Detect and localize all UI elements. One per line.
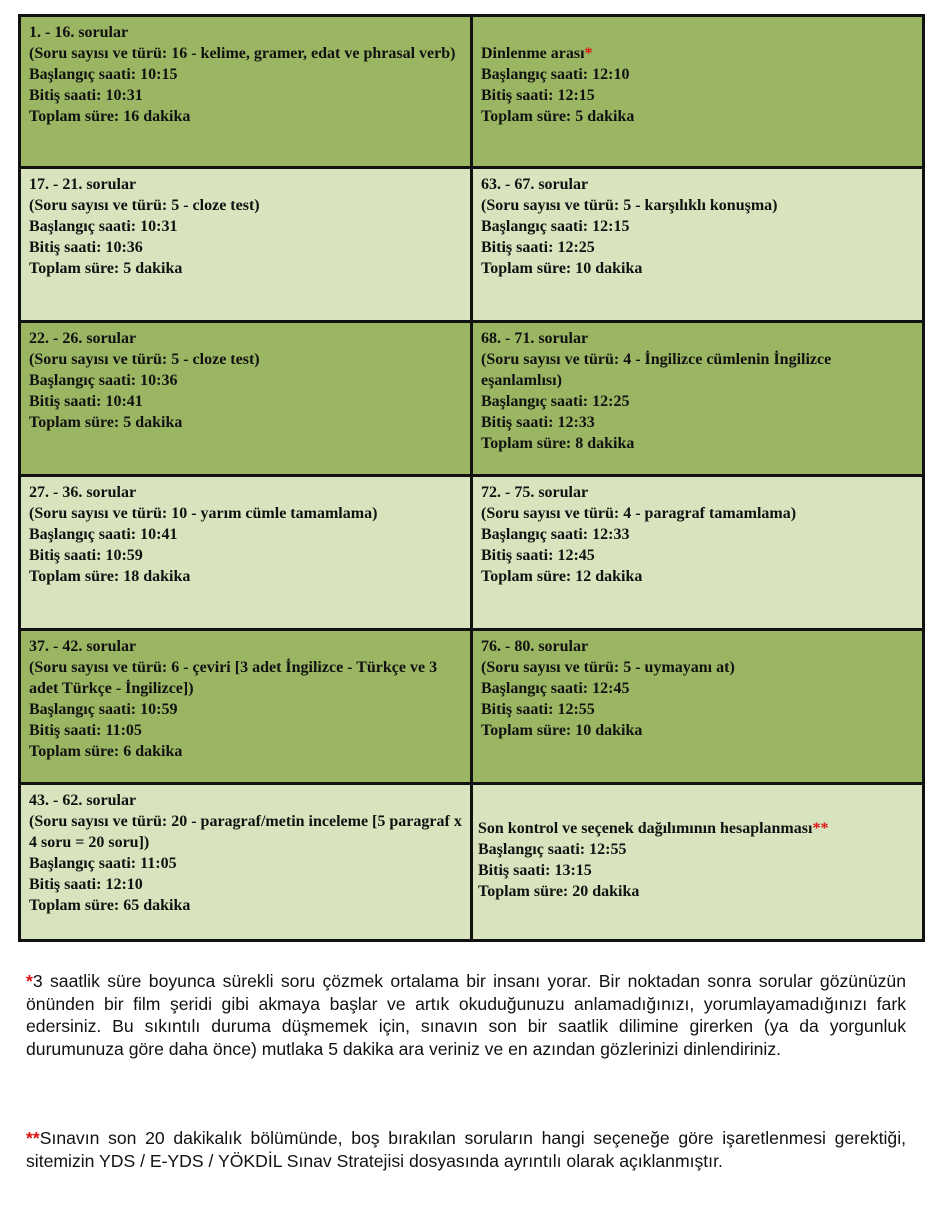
cell-heading: 22. - 26. sorular (29, 330, 137, 347)
cell-type: (Soru sayısı ve türü: 4 - paragraf tamamlama) (481, 505, 797, 522)
cell-type: (Soru sayısı ve türü: 6 - çeviri [3 adet İngilizce - Türkçe ve 3 adet Türkçe - İngilizce]) (29, 659, 438, 697)
schedule-cell (18, 628, 473, 785)
cell-end: Bitiş saati: 12:10 (29, 876, 143, 893)
cell-start: Başlangıç saati: 10:59 (29, 701, 178, 718)
cell-heading: 1. - 16. sorular (29, 24, 129, 41)
cell-duration: Toplam süre: 5 dakika (29, 260, 183, 277)
cell-duration: Toplam süre: 16 dakika (29, 108, 191, 125)
footnote-1 (26, 970, 906, 1060)
cell-end: Bitiş saati: 12:55 (481, 701, 595, 718)
cell-duration: Toplam süre: 6 dakika (29, 743, 183, 760)
cell-heading: 17. - 21. sorular (29, 176, 137, 193)
cell-heading: 27. - 36. sorular (29, 484, 137, 501)
cell-duration: Toplam süre: 10 dakika (481, 722, 643, 739)
cell-start: Başlangıç saati: 10:41 (29, 526, 178, 543)
cell-heading: 63. - 67. sorular (481, 176, 589, 193)
cell-end: Bitiş saati: 12:45 (481, 547, 595, 564)
cell-duration: Toplam süre: 5 dakika (29, 414, 183, 431)
cell-duration: Toplam süre: 10 dakika (481, 260, 643, 277)
cell-duration: Toplam süre: 8 dakika (481, 435, 635, 452)
footnote-mark: ** (812, 820, 829, 837)
cell-type: (Soru sayısı ve türü: 16 - kelime, gramer, edat ve phrasal verb) (29, 45, 456, 62)
schedule-cell (18, 14, 473, 169)
footnote-mark: * (584, 45, 593, 62)
cell-heading: 43. - 62. sorular (29, 792, 137, 809)
cell-end: Bitiş saati: 10:59 (29, 547, 143, 564)
cell-end: Bitiş saati: 11:05 (29, 722, 142, 739)
cell-start: Başlangıç saati: 10:31 (29, 218, 178, 235)
schedule-cell (470, 782, 925, 942)
cell-end: Bitiş saati: 12:25 (481, 239, 595, 256)
cell-type: (Soru sayısı ve türü: 5 - karşılıklı konuşma) (481, 197, 778, 214)
cell-type: (Soru sayısı ve türü: 20 - paragraf/metin inceleme [5 paragraf x 4 soru = 20 soru]) (29, 813, 462, 851)
cell-start: Başlangıç saati: 11:05 (29, 855, 177, 872)
cell-start: Başlangıç saati: 10:36 (29, 372, 178, 389)
schedule-cell (470, 474, 925, 631)
cell-end: Bitiş saati: 12:33 (481, 414, 595, 431)
cell-end: Bitiş saati: 10:36 (29, 239, 143, 256)
schedule-cell (470, 628, 925, 785)
cell-start: Başlangıç saati: 12:15 (481, 218, 630, 235)
cell-start: Başlangıç saati: 12:45 (481, 680, 630, 697)
schedule-table (18, 14, 925, 942)
cell-end: Bitiş saati: 12:15 (481, 87, 595, 104)
cell-duration: Toplam süre: 20 dakika (478, 883, 640, 900)
schedule-cell (18, 320, 473, 477)
cell-heading: 76. - 80. sorular (481, 638, 589, 655)
cell-type: (Soru sayısı ve türü: 10 - yarım cümle tamamlama) (29, 505, 378, 522)
schedule-cell (18, 166, 473, 323)
cell-start: Başlangıç saati: 12:55 (478, 841, 627, 858)
cell-heading: 68. - 71. sorular (481, 330, 589, 347)
schedule-cell (470, 14, 925, 169)
cell-type: (Soru sayısı ve türü: 4 - İngilizce cümlenin İngilizce eşanlamlısı) (481, 351, 832, 389)
cell-start: Başlangıç saati: 12:25 (481, 393, 630, 410)
cell-end: Bitiş saati: 13:15 (478, 862, 592, 879)
cell-duration: Toplam süre: 18 dakika (29, 568, 191, 585)
footnote-2 (26, 1127, 906, 1172)
cell-start: Başlangıç saati: 12:33 (481, 526, 630, 543)
footnote-text: 3 saatlik süre boyunca sürekli soru çözmek ortalama bir insanı yorar. Bir noktadan sonra sorular gözünüzün önünden bir film şeridi gibi akmaya başlar ve artık okuduğunuzu anlamadığınızı, yorumlayamadığınızı fark edersiniz. Bu sıkıntılı duruma düşmemek için, sınavın son bir saatlik dilimine girerken (ya da yorgunluk durumunuza göre daha önce) mutlaka 5 dakika ara veriniz ve en azından gözlerinizi dinlendiriniz. (26, 971, 906, 1059)
cell-type: (Soru sayısı ve türü: 5 - cloze test) (29, 197, 260, 214)
footnote-mark: * (26, 971, 33, 991)
schedule-cell (470, 166, 925, 323)
cell-type: (Soru sayısı ve türü: 5 - uymayanı at) (481, 659, 735, 676)
cell-start: Başlangıç saati: 12:10 (481, 66, 630, 83)
schedule-cell (470, 320, 925, 477)
cell-heading: 72. - 75. sorular (481, 484, 589, 501)
cell-duration: Toplam süre: 12 dakika (481, 568, 643, 585)
footnote-text: Sınavın son 20 dakikalık bölümünde, boş bırakılan soruların hangi seçeneğe göre işaretlenmesi gerektiği, sitemizin YDS / E-YDS / YÖKDİL Sınav Stratejisi dosyasında ayrıntılı olarak açıklanmıştır. (26, 1128, 906, 1171)
cell-heading: 37. - 42. sorular (29, 638, 137, 655)
cell-start: Başlangıç saati: 10:15 (29, 66, 178, 83)
cell-duration: Toplam süre: 5 dakika (481, 108, 635, 125)
cell-title: Dinlenme arası* (481, 45, 593, 62)
cell-type: (Soru sayısı ve türü: 5 - cloze test) (29, 351, 260, 368)
schedule-cell (18, 474, 473, 631)
cell-duration: Toplam süre: 65 dakika (29, 897, 191, 914)
cell-end: Bitiş saati: 10:41 (29, 393, 143, 410)
cell-title: Son kontrol ve seçenek dağılımının hesaplanması** (478, 820, 829, 837)
schedule-cell (18, 782, 473, 942)
cell-end: Bitiş saati: 10:31 (29, 87, 143, 104)
footnote-mark: ** (26, 1128, 40, 1148)
